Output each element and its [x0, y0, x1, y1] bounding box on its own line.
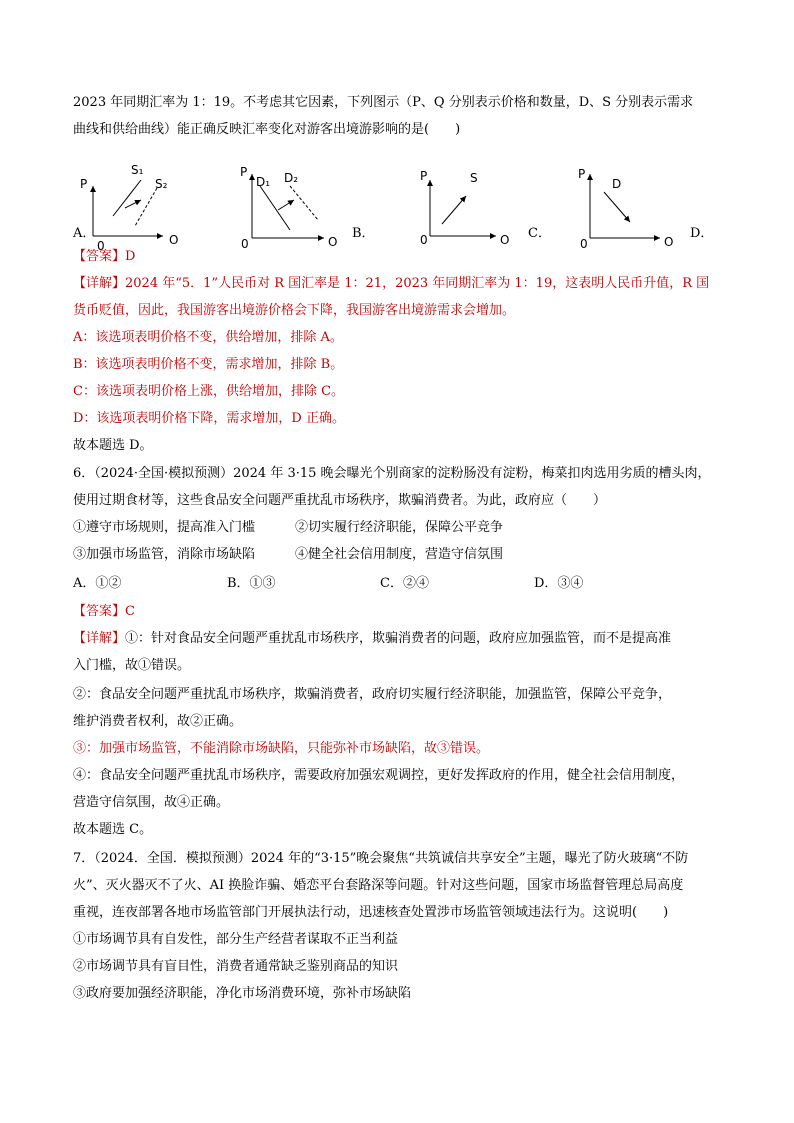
- q6-option-b: B．①③: [227, 576, 276, 591]
- q6-detail-2a: ②：食品安全问题严重扰乱市场秩序，欺骗消费者，政府切实履行经济职能，加强监管，保障公平竞争，: [73, 687, 672, 702]
- graph-a-origin-label: 0: [97, 239, 105, 253]
- q5-detail-line2: 货币贬值，因此，我国游客出境游价格会下降，我国游客出境游需求会增加。: [73, 303, 516, 318]
- q6-answer-value: C: [125, 604, 135, 619]
- q6-stem-line1: 6．（2024·全国·模拟预测）2024 年 3·15 晚会曝光个别商家的淀粉肠没有淀粉，梅菜扣肉选用劣质的槽头肉，: [73, 466, 711, 481]
- q6-stem-line2: 使用过期食材等，这些食品安全问题严重扰乱市场秩序，欺骗消费者。为此，政府应（ ）: [73, 493, 607, 508]
- q5-detail-tag: 【详解】: [73, 276, 126, 291]
- graph-d-q-label: O: [664, 235, 674, 249]
- q6-item4: ④健全社会信用制度，营造守信氛围: [295, 547, 504, 562]
- graph-b-d1-label: D₁: [256, 175, 271, 189]
- graph-c-s-label: S: [470, 171, 478, 185]
- graph-b-origin-label: 0: [241, 237, 249, 251]
- q6-detail-1a-text: ①：针对食品安全问题严重扰乱市场秩序，欺骗消费者的问题，政府应加强监管，而不是提高准: [125, 631, 672, 646]
- graph-d-origin-label: 0: [580, 237, 588, 251]
- q6-conclusion: 故本题选 C。: [73, 822, 153, 837]
- q6-detail-1a: [73, 630, 671, 648]
- q5-answer-value: D: [125, 249, 136, 264]
- q6-option-c: C．②④: [380, 576, 429, 591]
- q5-explain-c: C：该选项表明价格上涨，供给增加，排除 C。: [73, 384, 345, 399]
- option-d-label: D．: [690, 226, 714, 241]
- q6-detail-4b: 营造守信氛围，故④正确。: [73, 795, 230, 810]
- q5-explain-b: B：该选项表明价格不变，需求增加，排除 B。: [73, 357, 344, 372]
- q6-detail-4a: ④：食品安全问题严重扰乱市场秩序，需要政府加强宏观调控，更好发挥政府的作用，健全社会信用制度，: [73, 768, 685, 783]
- q6-detail-2b: 维护消费者权利，故②正确。: [73, 714, 243, 729]
- graph-c-svg: [410, 158, 520, 250]
- graph-d-p-label: P: [578, 167, 586, 181]
- graph-d-svg: [570, 158, 680, 250]
- q5-answer: [73, 248, 135, 266]
- graph-c-q-label: O: [500, 233, 510, 247]
- q6-detail-1b: 入门槛，故①错误。: [73, 658, 191, 673]
- q7-stem-line3: 重视，连夜部署各地市场监管部门开展执法行动，迅速核查处置涉市场监管领域违法行为。这说明( ): [73, 905, 669, 920]
- q6-option-a: A．①②: [73, 576, 122, 591]
- q7-stem-line1: 7．（2024．全国．模拟预测）2024 年的“3·15”晚会聚焦“共筑诚信共享安全”主题，曝光了防火玻璃“不防: [73, 851, 689, 866]
- q6-detail-3: ③：加强市场监管，不能消除市场缺陷，只能弥补市场缺陷，故③错误。: [73, 741, 490, 756]
- graph-d: [570, 158, 680, 250]
- graph-a: [73, 158, 193, 253]
- q5-explain-a: A：该选项表明价格不变，供给增加，排除 A。: [73, 330, 343, 345]
- option-c-label: C．: [528, 226, 551, 241]
- graph-a-s1-label: S₁: [131, 163, 144, 177]
- graph-b-svg: [232, 158, 352, 250]
- q5-stem-line1: 2023 年同期汇率为 1：19。不考虑其它因素，下列图示（P、Q 分别表示价格和数量，D、S 分别表示需求: [73, 95, 694, 110]
- option-b-label: B．: [352, 226, 375, 241]
- q7-item2: ②市场调节具有盲目性，消费者通常缺乏鉴别商品的知识: [73, 959, 399, 974]
- graph-b: [232, 158, 352, 250]
- option-a-label: A．: [73, 226, 96, 241]
- q5-stem-line2: 曲线和供给曲线）能正确反映汇率变化对游客出境游影响的是( ): [73, 122, 461, 137]
- q6-answer-tag: 【答案】: [73, 604, 126, 619]
- q6-option-d: D．③④: [534, 576, 584, 591]
- graph-b-p-label: P: [240, 165, 248, 179]
- q5-detail-text1: 2024 年“5．1”人民币对 R 国汇率是 1：21，2023 年同期汇率为 1：19，这表明人民币升值，R 国: [125, 276, 710, 291]
- q7-item3: ③政府要加强经济职能，净化市场消费环境，弥补市场缺陷: [73, 986, 412, 1001]
- graph-d-d-label: D: [612, 177, 622, 191]
- q6-item1: ①遵守市场规则，提高准入门槛: [73, 520, 256, 535]
- graph-b-q-label: O: [328, 235, 338, 249]
- q7-stem-line2: 火”、灭火器灭不了火、AI 换脸诈骗、婚恋平台套路深等问题。针对这些问题，国家市场监督管理总局高度: [73, 878, 684, 893]
- q6-answer: [73, 603, 135, 621]
- graph-a-s2-label: S₂: [155, 177, 168, 191]
- graph-a-p-label: P: [80, 177, 88, 191]
- q6-detail-tag: 【详解】: [73, 631, 126, 646]
- graph-b-d2-label: D₂: [284, 171, 299, 185]
- q7-item1: ①市场调节具有自发性，部分生产经营者谋取不正当利益: [73, 932, 399, 947]
- q5-detail-line1: [73, 275, 709, 293]
- q5-answer-tag: 【答案】: [73, 249, 126, 264]
- q6-item2: ②切实履行经济职能，保障公平竞争: [295, 520, 504, 535]
- q6-item3: ③加强市场监管，消除市场缺陷: [73, 547, 256, 562]
- graph-c: [410, 158, 520, 250]
- graph-c-p-label: P: [420, 169, 428, 183]
- q5-explain-d: D：该选项表明价格下降，需求增加，D 正确。: [73, 411, 345, 426]
- graph-c-origin-label: 0: [420, 233, 428, 247]
- graph-a-q-label: O: [169, 233, 179, 247]
- q5-conclusion: 故本题选 D。: [73, 438, 153, 453]
